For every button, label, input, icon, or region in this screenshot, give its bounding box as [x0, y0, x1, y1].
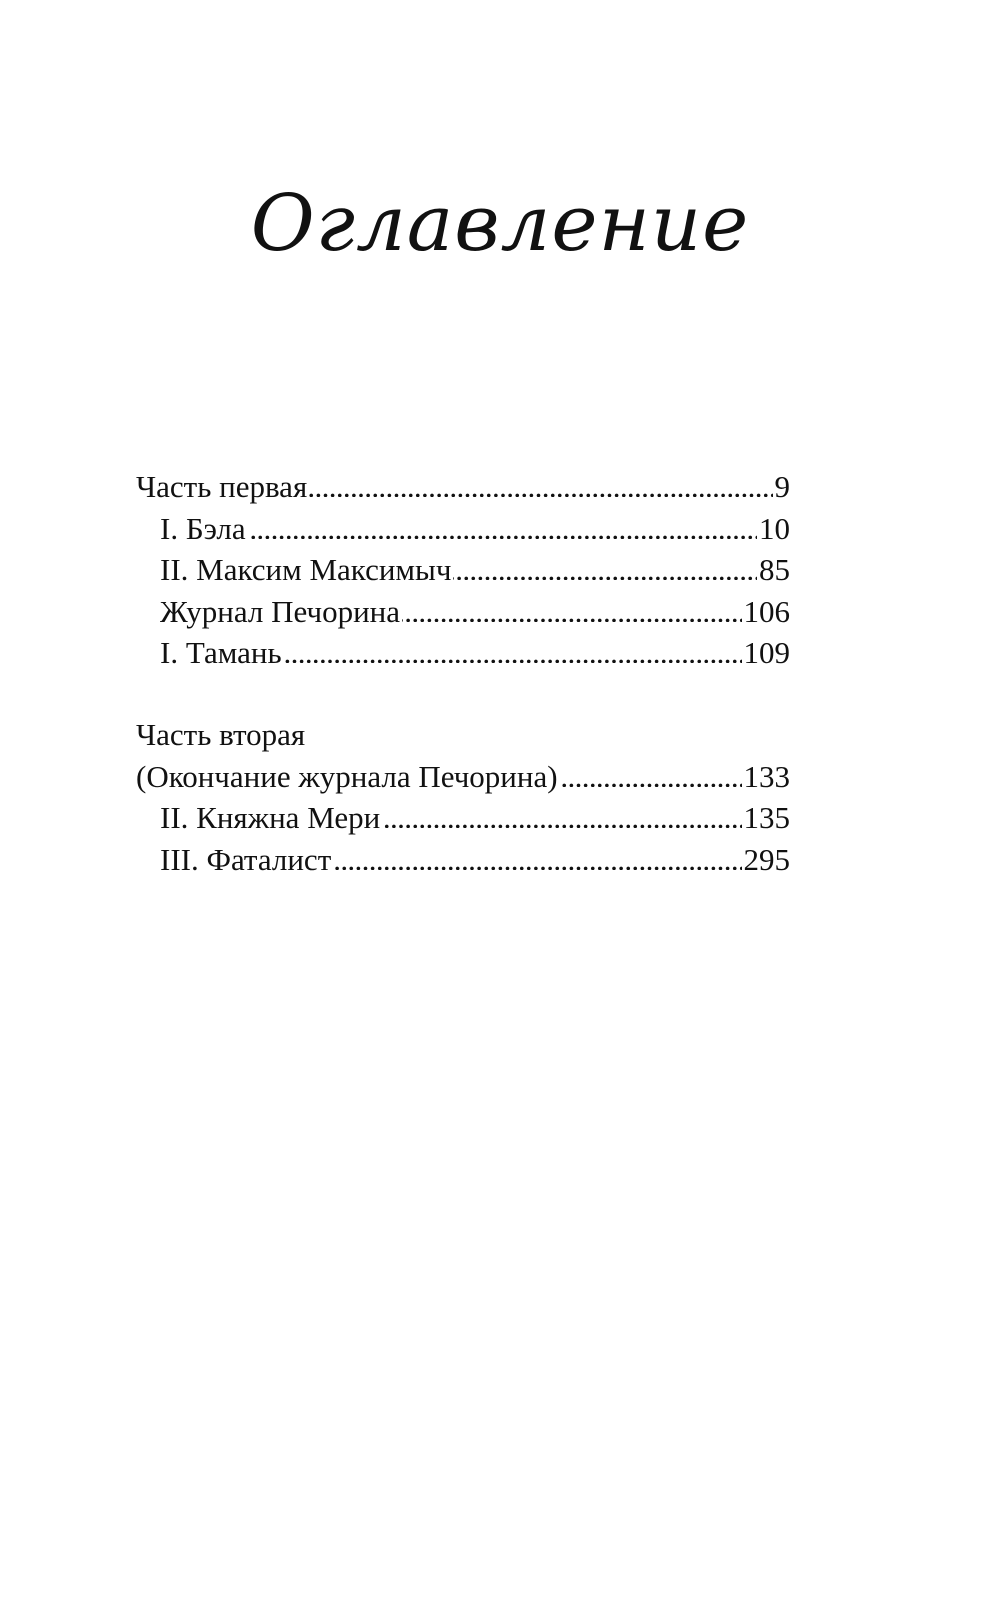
toc-entry-label: (Окончание журнала Печорина) — [136, 758, 558, 794]
toc-heading-label: Часть вторая — [136, 717, 306, 752]
toc-entry — [136, 632, 790, 674]
toc-entry-label: Журнал Печорина — [160, 593, 401, 629]
toc-entry — [136, 549, 790, 591]
toc-entry-label: Часть первая — [136, 469, 308, 504]
toc-entry-page: 135 — [743, 800, 790, 835]
toc-entry — [136, 591, 790, 633]
toc-entry — [136, 797, 790, 839]
toc-entry-page: 10 — [759, 510, 790, 546]
dot-leader — [402, 591, 741, 622]
dot-leader — [453, 549, 757, 580]
toc-part-two — [136, 714, 790, 880]
toc-entry — [136, 466, 790, 508]
dot-leader — [382, 797, 741, 828]
toc-entry-label: III. Фаталист — [160, 841, 332, 877]
dot-leader — [284, 632, 742, 663]
toc-entry-page: 85 — [759, 552, 790, 587]
toc-entry-page: 133 — [743, 758, 790, 794]
page-title: Оглавление — [250, 179, 750, 269]
toc-entry-label: II. Максим Максимыч — [160, 552, 452, 587]
dot-leader — [248, 508, 757, 539]
toc-section-heading — [136, 714, 790, 756]
toc-entry-label: I. Бэла — [160, 510, 246, 546]
toc-entry-page: 109 — [743, 635, 790, 670]
toc-entry — [136, 508, 790, 550]
toc-entry — [136, 839, 790, 881]
toc-entry-page: 9 — [774, 469, 790, 504]
dot-leader — [333, 839, 741, 870]
toc-entry-page: 295 — [743, 841, 790, 877]
toc-entry-label: II. Княжна Мери — [160, 800, 381, 835]
dot-leader — [309, 466, 772, 497]
toc-part-one — [136, 466, 790, 674]
toc-entry-label: I. Тамань — [160, 635, 282, 670]
dot-leader — [560, 756, 742, 787]
toc-entry — [136, 756, 790, 798]
toc-entry-page: 106 — [743, 593, 790, 629]
